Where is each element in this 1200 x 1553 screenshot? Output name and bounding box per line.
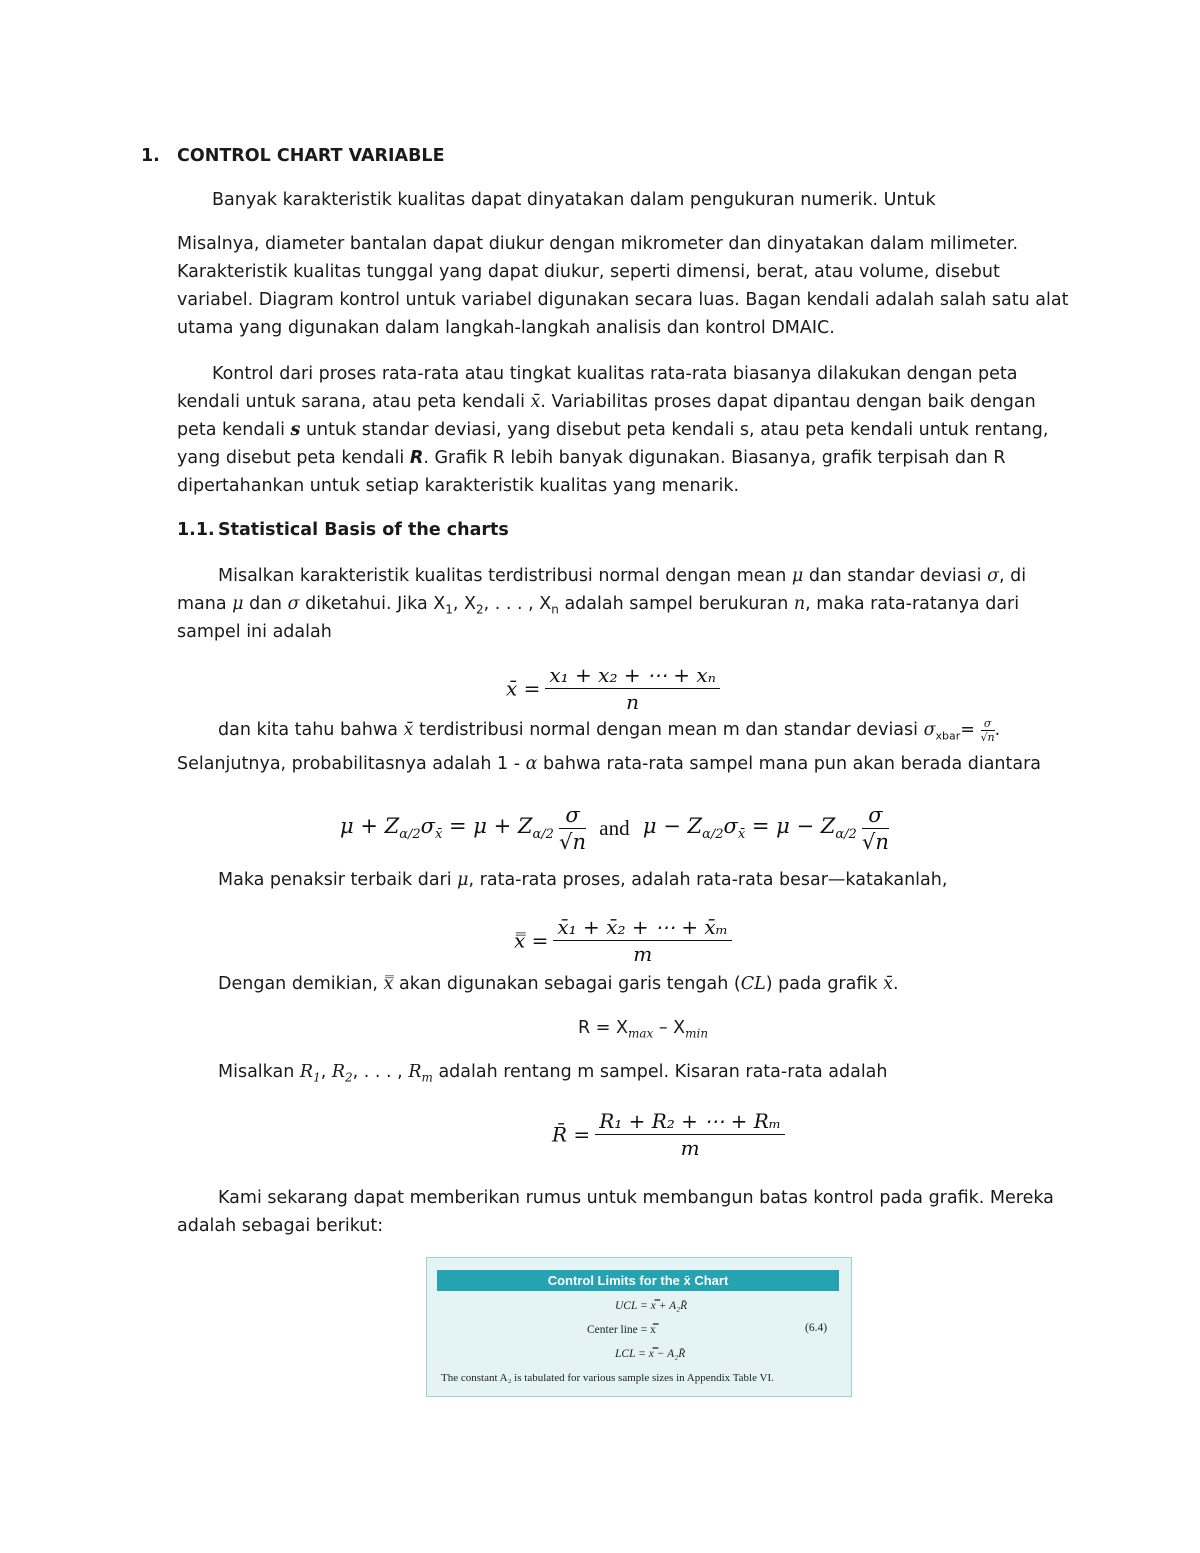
figure-title: Control Limits for the x̄ Chart <box>437 1270 839 1291</box>
range-equation: $R = X_{max} - X_{min}$ <box>578 1018 709 1041</box>
para2-line1: Kontrol dari proses rata-rata atau tingkat kualitas rata-rata biasanya dilakukan dengan peta <box>212 364 1018 384</box>
control-limits-figure <box>426 1257 852 1397</box>
para1-line1: Banyak karakteristik kualitas dapat dinyatakan dalam pengukuran numerik. Untuk <box>212 190 936 210</box>
para1-line2: Misalnya, diameter bantalan dapat diukur dengan mikrometer dan dinyatakan dalam milimeter. <box>177 234 1019 254</box>
figure-ucl: UCL = x̿ + A₂R̄ <box>615 1300 688 1312</box>
para1-line4: variabel. Diagram kontrol untuk variabel digunakan secara luas. Bagan kendali adalah salah satu alat <box>177 290 1069 310</box>
para3-line2: mana μ dan σ diketahui. Jika $X_1$, $X_2$, . . . , $X_n$ adalah sampel berukuran n, maka rata-ratanya dari <box>177 594 1020 617</box>
para8-line2: adalah sebagai berikut: <box>177 1216 384 1236</box>
para5-line: Maka penaksir terbaik dari μ, rata-rata proses, adalah rata-rata besar—katakanlah, <box>218 870 948 890</box>
para3-line1: Misalkan karakteristik kualitas terdistribusi normal dengan mean μ dan standar deviasi σ, di <box>218 566 1027 586</box>
para4-line1: dan kita tahu bahwa x̄ terdistribusi normal dengan mean m dan standar deviasi $\sigma_{xbar}=$ $\frac{\sigma}{√n}$ . <box>218 716 1001 744</box>
para3-line3: sampel ini adalah <box>177 622 332 642</box>
figure-note: The constant A₂ is tabulated for various sample sizes in Appendix Table VI. <box>441 1372 774 1384</box>
subsection-number: 1.1. <box>177 520 215 540</box>
para2-line2: kendali untuk sarana, atau peta kendali x̄. Variabilitas proses dapat dipantau dengan baik dengan <box>177 392 1036 412</box>
para2-line4: yang disebut peta kendali R. Grafik R lebih banyak digunakan. Biasanya, grafik terpisah dan R <box>177 448 1006 468</box>
equation-r-bar: R̄ = $\frac{\text{R₁ + R₂ + ⋯ + Rₘ}}{m}$ <box>552 1108 785 1161</box>
subsection-title: Statistical Basis of the charts <box>218 520 509 540</box>
equation-sample-mean: x̄ = $\frac{\text{x₁ + x₂ + ⋯ + xₙ}}{n}$ <box>506 662 720 715</box>
para8-line1: Kami sekarang dapat memberikan rumus untuk membangun batas kontrol pada grafik. Mereka <box>218 1188 1054 1208</box>
para6-line: Dengan demikian, x̿ akan digunakan sebagai garis tengah (CL) pada grafik x̄. <box>218 974 899 994</box>
figure-center-line: Center line = x̿ <box>587 1324 656 1336</box>
equation-grand-mean: x̿ = $\frac{\text{x̄₁ + x̄₂ + ⋯ + x̄ₘ}}{m}$ <box>514 914 732 967</box>
para2-line5: dipertahankan untuk setiap karakteristik kualitas yang menarik. <box>177 476 740 496</box>
section-title: CONTROL CHART VARIABLE <box>177 146 445 166</box>
figure-lcl: LCL = x̿ − A₂R̄ <box>615 1348 686 1360</box>
figure-equation-number: (6.4) <box>805 1322 828 1334</box>
para4-line2: Selanjutnya, probabilitasnya adalah 1 - α bahwa rata-rata sampel mana pun akan berada diantara <box>177 754 1042 774</box>
para1-line3: Karakteristik kualitas tunggal yang dapat diukur, seperti dimensi, berat, atau volume, disebut <box>177 262 1000 282</box>
para2-line3: peta kendali s untuk standar deviasi, yang disebut peta kendali s, atau peta kendali untuk rentang, <box>177 420 1049 440</box>
para1-line5: utama yang digunakan dalam langkah-langkah analisis dan kontrol DMAIC. <box>177 318 835 338</box>
equation-limits: $\mu + Z_{\alpha/2}\sigma_{x̄} = \mu + Z_{\alpha/2}$ $\frac{\sigma}{√n}$ and $\mu - Z_{\alpha/2}\sigma_{x̄} = \mu - Z_{\alpha/2}$ $\frac{\sigma}{√n}$ <box>340 803 889 854</box>
para7-line: Misalkan $R_1$, $R_2$, . . . , $R_m$ adalah rentang m sampel. Kisaran rata-rata adalah <box>218 1062 888 1085</box>
section-number: 1. <box>141 146 160 166</box>
